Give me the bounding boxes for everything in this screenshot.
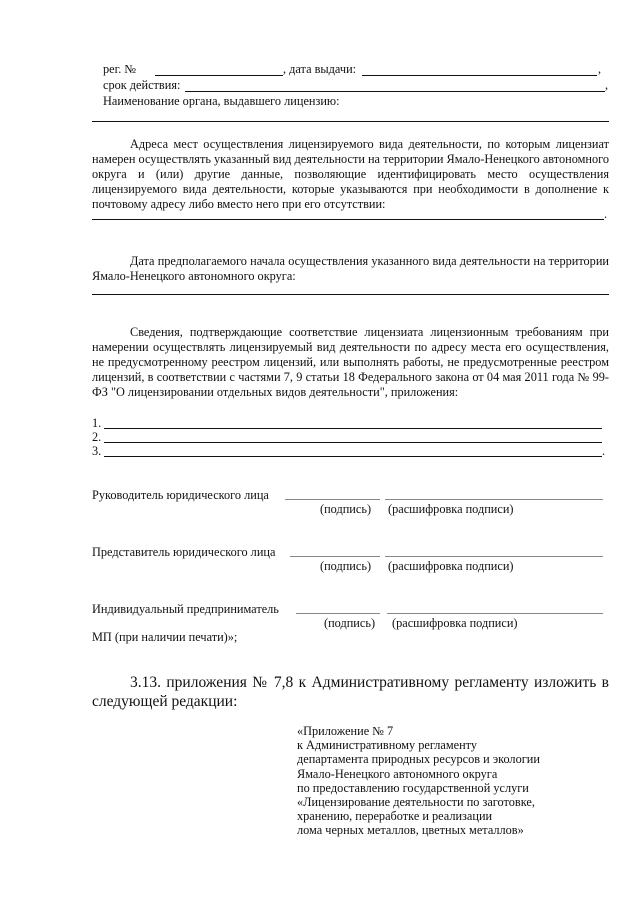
appendix-line-4: Ямало-Ненецкого автономного округа (297, 766, 498, 781)
addresses-paragraph (92, 137, 609, 212)
validity-label: срок действия: (103, 78, 181, 92)
validity-field[interactable] (185, 91, 605, 92)
evidence-item-2-field[interactable] (104, 442, 602, 443)
period-2: . (602, 444, 606, 458)
head-label: Руководитель юридического лица (92, 488, 269, 502)
appendix-header (297, 724, 540, 838)
comma-1: , (598, 62, 602, 76)
start-date-field[interactable] (92, 294, 609, 295)
issue-date-label: , дата выдачи: (283, 62, 357, 76)
appendix-line-5: по предоставлению государственной услуги (297, 780, 529, 795)
amendment-text: 3.13. приложения № 7,8 к Административному регламенту изложить в следующей редакции: (92, 674, 609, 710)
start-date-paragraph (92, 254, 609, 284)
amendment-paragraph (92, 673, 609, 711)
issuer-label: Наименование органа, выдавшего лицензию: (103, 94, 340, 108)
rep-decryption-caption: (расшифровка подписи) (388, 559, 514, 573)
appendix-line-8: лома черных металлов, цветных металлов» (297, 823, 524, 838)
head-decryption-caption: (расшифровка подписи) (388, 502, 514, 516)
evidence-text: Сведения, подтверждающие соответствие лицензиата лицензионным требованиям при намерении осуществлять лицензируемый вид деятельности по адресу места его осуществления, не предусмотренному реестром лицензий, или выполнять работы, не предусмотренные реестром лицензий, в соответствии с частями 7, 9 статьи 18 Федерального закона от 04 мая 2011 года № 99-ФЗ "О лицензировании отдельных видов деятельности", приложения: (92, 325, 609, 399)
rep-signature-caption: (подпись) (320, 559, 372, 573)
issuer-field[interactable] (92, 121, 609, 122)
appendix-line-3: департамента природных ресурсов и экологии (297, 752, 540, 767)
entrepreneur-decryption-caption: (расшифровка подписи) (392, 616, 518, 630)
addresses-text: Адреса мест осуществления лицензируемого вида деятельности, по которым лицензиат намерен осуществлять указанный вид деятельности на территории Ямало-Ненецкого автономного округа и (или) другие данные, позволяющие идентифицировать место осуществления лицензируемого вида деятельности, которые указываются при необходимости в дополнение к почтовому адресу либо вместо него при его отсутствии: (92, 137, 610, 211)
seal-note: МП (при наличии печати)»; (92, 630, 238, 644)
reg-number-field[interactable] (155, 75, 283, 76)
appendix-line-1: «Приложение № 7 (297, 724, 394, 738)
head-signature-field[interactable] (285, 499, 380, 500)
entrepreneur-signature-field[interactable] (296, 613, 380, 614)
reg-number-label: рег. № (103, 62, 137, 76)
entrepreneur-decryption-field[interactable] (387, 613, 603, 614)
rep-decryption-field[interactable] (385, 556, 603, 557)
evidence-item-3-field[interactable] (104, 456, 602, 457)
evidence-item-1-field[interactable] (104, 428, 602, 429)
evidence-item-3-label: 3. (92, 444, 102, 458)
head-signature-caption: (подпись) (320, 502, 372, 516)
period-1: . (604, 207, 608, 221)
entrepreneur-label: Индивидуальный предприниматель (92, 602, 279, 616)
entrepreneur-signature-caption: (подпись) (324, 616, 376, 630)
issue-date-field[interactable] (362, 75, 597, 76)
head-decryption-field[interactable] (385, 499, 603, 500)
evidence-item-1-label: 1. (92, 416, 102, 430)
rep-signature-field[interactable] (290, 556, 380, 557)
addresses-field[interactable] (92, 219, 604, 220)
evidence-item-2-label: 2. (92, 430, 102, 444)
start-date-text: Дата предполагаемого начала осуществления указанного вида деятельности на территории Ямало-Ненецкого автономного округа: (92, 254, 609, 283)
representative-label: Представитель юридического лица (92, 545, 276, 559)
appendix-line-2: к Административному регламенту (297, 738, 478, 753)
evidence-paragraph (92, 325, 609, 400)
comma-2: , (605, 78, 609, 92)
appendix-line-6: «Лицензирование деятельности по заготовке, (297, 795, 535, 810)
appendix-line-7: хранению, переработке и реализации (297, 809, 493, 824)
